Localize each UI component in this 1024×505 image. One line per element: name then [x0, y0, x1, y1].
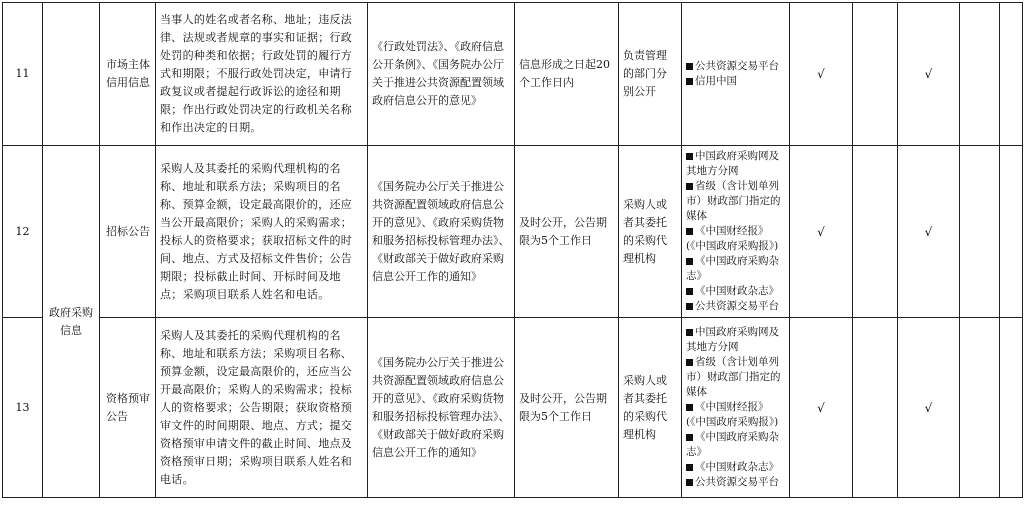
square-bullet-icon — [686, 258, 693, 265]
content-cell: 采购人及其委托的采购代理机构的名称、地址和联系方法；采购项目名称、预算金额，设定最高限价的，还应当公开最高限价；采购人的采购需求；投标人的资格要求；公告期限；获取资格预审文件的时间期限、地点、方式；提交资格预审申请文件的截止时间、地点及资格预审日期；采购项目联系人姓名和电话。 — [156, 318, 368, 498]
channel-item: 公共资源交易平台 — [686, 475, 785, 490]
timing-cell: 信息形成之日起20个工作日内 — [515, 3, 619, 146]
channel-cell — [682, 146, 790, 318]
category-cell — [43, 3, 100, 146]
body-cell: 负责管理的部门分别公开 — [619, 3, 682, 146]
square-bullet-icon — [686, 329, 693, 336]
empty-cell — [853, 146, 898, 318]
subject-cell: 招标公告 — [100, 146, 156, 318]
subject-cell: 市场主体信用信息 — [100, 3, 156, 146]
channel-cell — [682, 318, 790, 498]
empty-cell — [1000, 318, 1023, 498]
check-cell: √ — [898, 318, 960, 498]
row-number: 12 — [3, 146, 43, 318]
content-cell: 当事人的姓名或者名称、地址；违反法律、法规或者规章的事实和证据；行政处罚的种类和依据；行政处罚的履行方式和期限；不服行政处罚决定，申请行政复议或者提起行政诉讼的途径和期限；作出行政处罚决定的行政机关名称和作出决定的日期。 — [156, 3, 368, 146]
square-bullet-icon — [686, 434, 693, 441]
channel-item: 《中国政府采购杂志》 — [686, 431, 779, 458]
basis-cell: 《行政处罚法》、《政府信息公开条例》、《国务院办公厅关于推进公共资源配置领域政府信息公开的意见》 — [368, 3, 515, 146]
channel-item: 公共资源交易平台 — [686, 59, 785, 74]
row-number: 13 — [3, 318, 43, 498]
channel-item: 中国政府采购网及其地方分网 — [686, 326, 779, 353]
disclosure-table — [2, 2, 1023, 498]
channel-item: 《中国财政杂志》 — [686, 284, 785, 299]
square-bullet-icon — [686, 404, 693, 411]
check-cell: √ — [790, 146, 853, 318]
square-bullet-icon — [686, 464, 693, 471]
empty-cell — [960, 146, 1000, 318]
empty-cell — [960, 3, 1000, 146]
check-cell: √ — [790, 318, 853, 498]
square-bullet-icon — [686, 153, 693, 160]
square-bullet-icon — [686, 288, 693, 295]
check-cell: √ — [790, 3, 853, 146]
basis-cell: 《国务院办公厅关于推进公共资源配置领域政府信息公开的意见》、《政府采购货物和服务招标投标管理办法》、《财政部关于做好政府采购信息公开工作的通知》 — [368, 146, 515, 318]
table-row — [3, 146, 1023, 318]
square-bullet-icon — [686, 359, 693, 366]
channel-item: 信用中国 — [686, 74, 785, 89]
square-bullet-icon — [686, 303, 693, 310]
empty-cell — [853, 3, 898, 146]
check-cell: √ — [898, 3, 960, 146]
empty-cell — [1000, 146, 1023, 318]
channel-item: 《中国政府采购杂志》 — [686, 255, 779, 282]
channel-item: 《中国财经报》(《中国政府采购报》) — [686, 225, 779, 252]
channel-item: 省级（含计划单列市）财政部门指定的媒体 — [686, 180, 781, 222]
channel-cell — [682, 3, 790, 146]
basis-cell: 《国务院办公厅关于推进公共资源配置领域政府信息公开的意见》、《政府采购货物和服务招标投标管理办法》、《财政部关于做好政府采购信息公开工作的通知》 — [368, 318, 515, 498]
square-bullet-icon — [686, 479, 693, 486]
group-label: 政府采购信息 — [43, 146, 100, 498]
content-cell: 采购人及其委托的采购代理机构的名称、地址和联系方法；采购项目的名称、预算金额，设定最高限价的，还应当公开最高限价；采购人的采购需求；投标人的资格要求；获取招标文件的时间、地点、方式及招标文件售价；公告期限；投标截止时间、开标时间及地点；采购项目联系人姓名和电话。 — [156, 146, 368, 318]
channel-item: 《中国财经报》(《中国政府采购报》) — [686, 401, 779, 428]
square-bullet-icon — [686, 63, 693, 70]
empty-cell — [1000, 3, 1023, 146]
empty-cell — [960, 318, 1000, 498]
body-cell: 采购人或者其委托的采购代理机构 — [619, 146, 682, 318]
table-row — [3, 318, 1023, 498]
timing-cell: 及时公开，公告期限为5个工作日 — [515, 318, 619, 498]
channel-item: 公共资源交易平台 — [686, 299, 785, 314]
square-bullet-icon — [686, 228, 693, 235]
channel-item: 中国政府采购网及其地方分网 — [686, 150, 779, 177]
check-cell: √ — [898, 146, 960, 318]
square-bullet-icon — [686, 183, 693, 190]
square-bullet-icon — [686, 78, 693, 85]
channel-item: 省级（含计划单列市）财政部门指定的媒体 — [686, 356, 781, 398]
row-number: 11 — [3, 3, 43, 146]
table-row — [3, 3, 1023, 146]
subject-cell: 资格预审公告 — [100, 318, 156, 498]
timing-cell: 及时公开，公告期限为5个工作日 — [515, 146, 619, 318]
empty-cell — [853, 318, 898, 498]
body-cell: 采购人或者其委托的采购代理机构 — [619, 318, 682, 498]
channel-item: 《中国财政杂志》 — [686, 460, 785, 475]
